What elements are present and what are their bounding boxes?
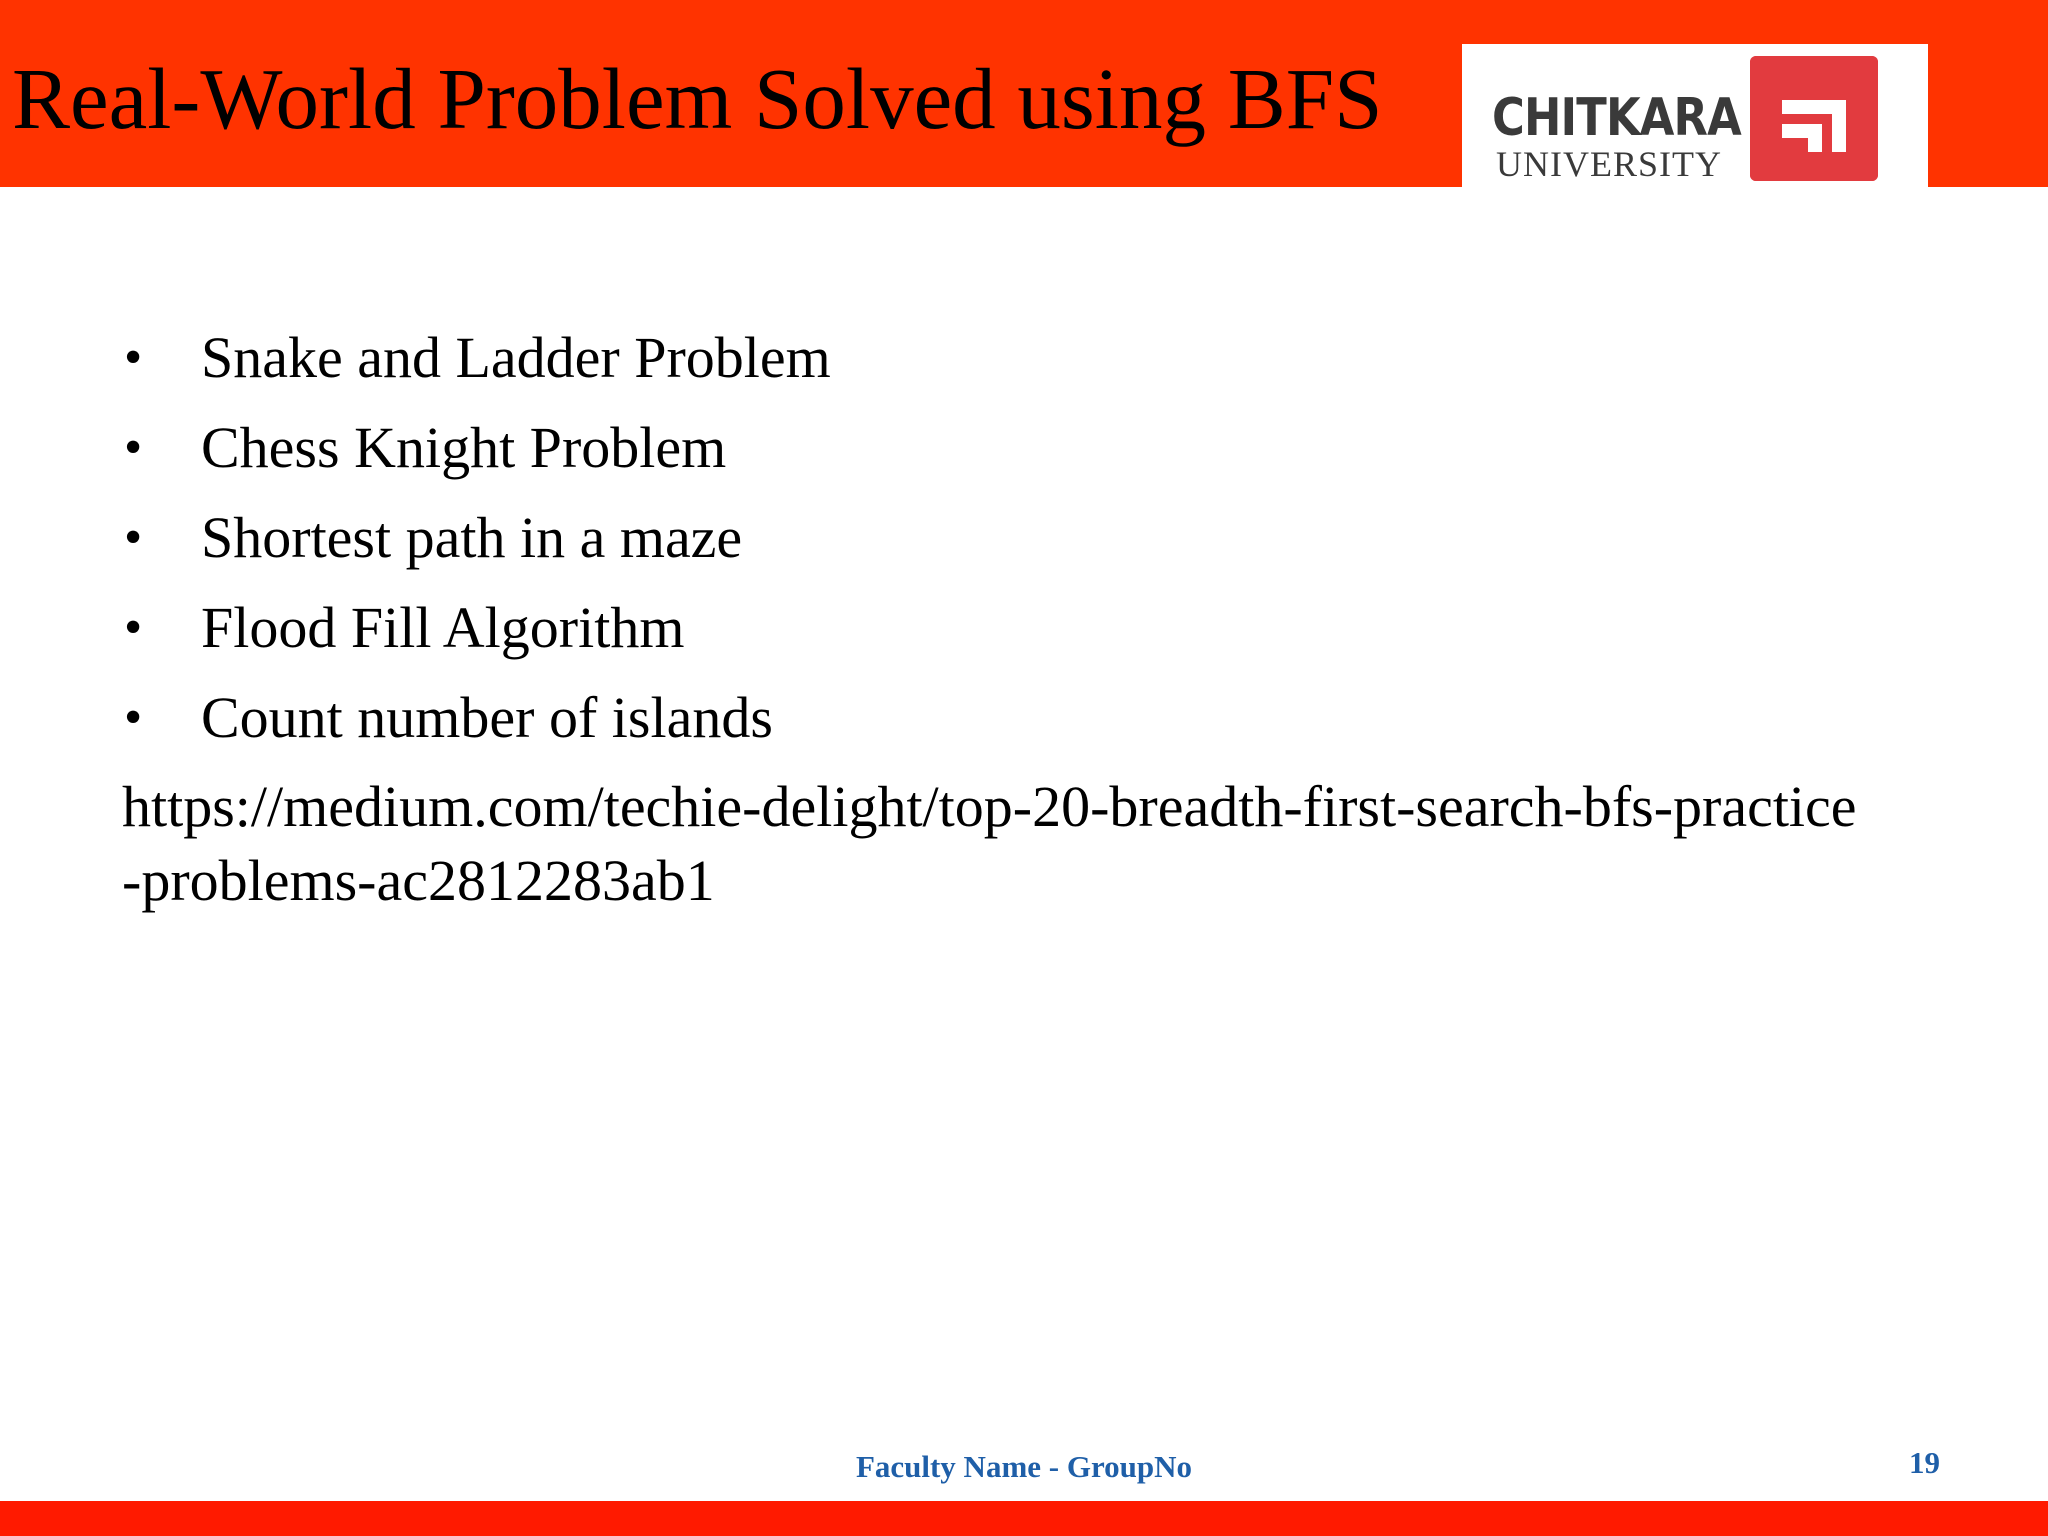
- list-item-text: Snake and Ladder Problem: [201, 325, 831, 390]
- slide-title: Real-World Problem Solved using BFS: [12, 50, 1383, 147]
- bullet-marker: •: [124, 599, 143, 656]
- bullet-marker: •: [124, 329, 143, 386]
- list-item-text: Shortest path in a maze: [201, 505, 743, 570]
- university-logo: [1462, 44, 1928, 187]
- footer-label: Faculty Name - GroupNo: [855, 1449, 1193, 1484]
- bullet-list: [120, 318, 831, 768]
- list-item-text: Flood Fill Algorithm: [201, 595, 685, 660]
- bullet-marker: •: [124, 689, 143, 746]
- header-bar: [0, 0, 2048, 187]
- list-item: [120, 588, 831, 678]
- list-item: [120, 498, 831, 588]
- page-number: 19: [1909, 1445, 1940, 1480]
- list-item-text: Chess Knight Problem: [201, 415, 727, 480]
- bullet-marker: •: [124, 419, 143, 476]
- logo-subtitle: UNIVERSITY: [1496, 144, 1722, 184]
- logo-mark-icon: [1750, 56, 1878, 181]
- list-item: [120, 408, 831, 498]
- bullet-marker: •: [124, 509, 143, 566]
- bottom-bar: [0, 1501, 2048, 1536]
- list-item-text: Count number of islands: [201, 685, 773, 750]
- list-item: [120, 678, 831, 768]
- source-link[interactable]: https://medium.com/techie-delight/top-20-breadth-first-search-bfs-practice-problems-ac2812283ab1: [122, 774, 1857, 913]
- list-item: [120, 318, 831, 408]
- logo-name: CHITKARA: [1492, 88, 1741, 148]
